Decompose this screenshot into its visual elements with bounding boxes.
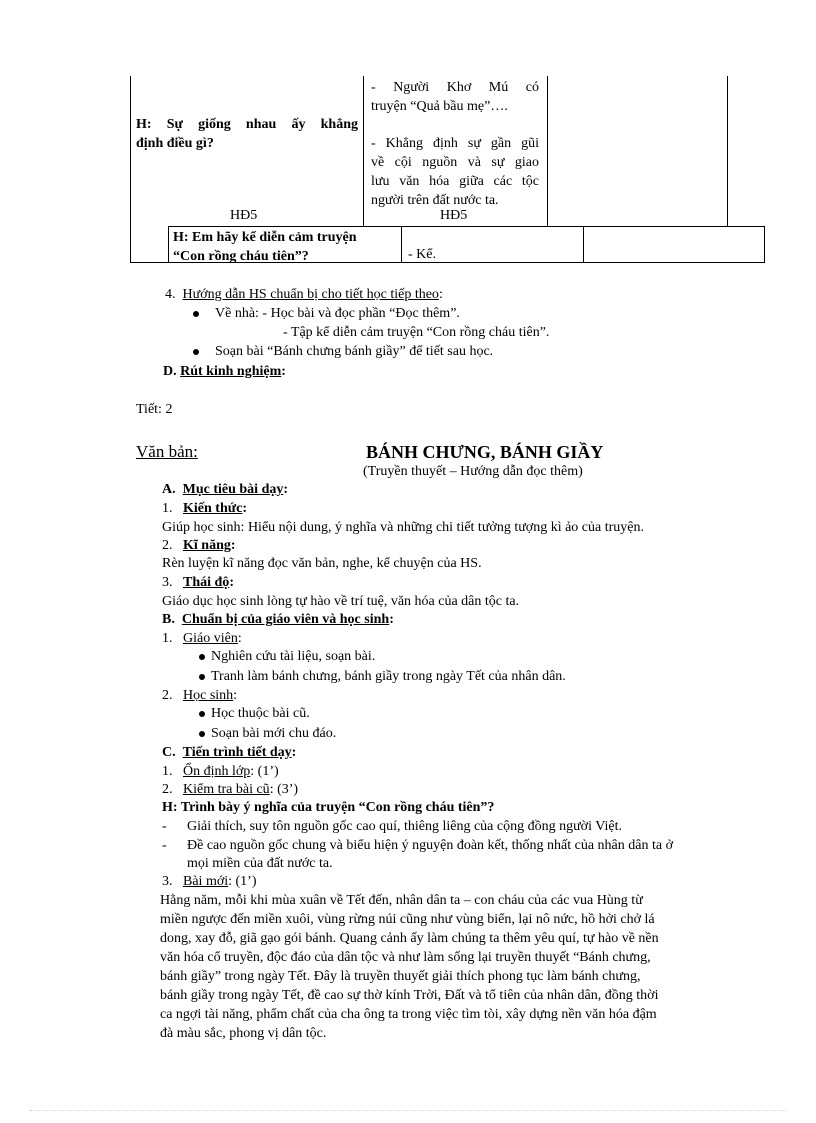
table-answer-2: - Kể. (408, 247, 436, 262)
guide-item-1: Về nhà: - Học bài và đọc phần “Đọc thêm”. (215, 306, 460, 321)
student-item: Học thuộc bài cũ. (211, 706, 310, 721)
review-answer-2: Đề cao nguồn gốc chung và biểu hiện ý nguyện đoàn kết, thống nhất của nhân dân ta ở (187, 838, 673, 853)
section-a-heading: A. Mục tiêu bài dạy: (162, 482, 289, 497)
section-c-item-3: 3. Bài mới: (1’) (162, 874, 257, 889)
section-c-item-1: 1. Ổn định lớp: (1’) (162, 764, 279, 779)
bullet-icon (199, 674, 205, 680)
answer-dash: - (162, 838, 167, 853)
answer-dash: - (162, 819, 167, 834)
section-b-heading: B. Chuẩn bị của giáo viên và học sinh: (162, 612, 394, 627)
guide-heading: 4. Hướng dẫn HS chuẩn bị cho tiết học tiếp theo: (165, 287, 443, 302)
table-question-2: H: Em hãy kể diễn cảm truyện “Con rồng cháu tiên”? (173, 230, 357, 264)
hd-label-left: HĐ5 (230, 208, 258, 223)
review-answer-1: Giải thích, suy tôn nguồn gốc cao quí, thiêng liêng của cộng đồng người Việt. (187, 819, 622, 834)
van-ban-label: Văn bản: (136, 442, 198, 461)
bullet-icon (193, 349, 199, 355)
student-heading: 2. Học sinh: (162, 688, 238, 703)
review-answer-2-cont: mọi miền của đất nước ta. (187, 856, 333, 871)
hd-label-mid: HĐ5 (440, 208, 468, 223)
section-a-item-3-heading: 3. Thái độ: (162, 575, 234, 590)
guide-item-2: Soạn bài “Bánh chưng bánh giầy” để tiết sau học. (215, 344, 494, 359)
bullet-icon (193, 311, 199, 317)
review-question: H: Trình bày ý nghĩa của truyện “Con rồng cháu tiên”? (162, 800, 495, 815)
table-answer-1b: - Khẳng định sự gần gũi về cội nguồn và sự giao lưu văn hóa giữa các tộc người trên đất nước ta. (371, 136, 539, 208)
bullet-icon (199, 711, 205, 717)
section-a-item-2-heading: 2. Kĩ năng: (162, 538, 236, 553)
section-c-item-2: 2. Kiểm tra bài cũ: (3’) (162, 782, 299, 797)
teacher-heading: 1. Giáo viên: (162, 631, 242, 646)
section-a-item-3-text: Giáo dục học sinh lòng tự hào về trí tuệ, văn hóa của dân tộc ta. (162, 594, 520, 609)
table-answer-1a: - Người Khơ Mú có truyện “Quả bầu mẹ”…. (371, 80, 539, 114)
intro-paragraph: Hằng năm, mỗi khi mùa xuân về Tết đến, nhân dân ta – con cháu của các vua Hùng từ miền ngược đến miền xuôi, vùng rừng núi cũng như vùng biển, lại nô nức, hồ hởi chở lá dong, xay đỗ, giã gạo gói bánh. Quang cảnh ấy làm chúng ta thêm yêu quí, tự hào về nền văn hóa cổ truyền, độc đáo của dân tộc và như làm sống lại truyền thuyết “Bánh chưng, bánh giầy” trong ngày Tết. Đây là truyền thuyết giải thích phong tục làm bánh chưng, bánh giầy trong ngày Tết, đề cao sự thờ kính Trời, Đất và tổ tiên của nhân dân, đồng thời ca ngợi tài năng, phẩm chất của cha ông ta trong việc tìm tòi, xây dựng nền văn hóa đậm đà màu sắc, phong vị dân tộc. (160, 893, 659, 1041)
guide-item-1-cont: - Tập kể diễn cảm truyện “Con rồng cháu tiên”. (283, 325, 550, 340)
lesson-title: BÁNH CHƯNG, BÁNH GIẦY (366, 442, 604, 462)
student-item: Soạn bài mới chu đáo. (211, 726, 337, 741)
section-a-item-1-text: Giúp học sinh: Hiểu nội dung, ý nghĩa và những chi tiết tưởng tượng kì ảo của truyện. (162, 520, 644, 535)
teacher-item: Tranh làm bánh chưng, bánh giầy trong ngày Tết của nhân dân. (211, 669, 566, 684)
table-question-1: H: Sự giống nhau ấy khẳng định điều gì? (136, 117, 358, 151)
teacher-item: Nghiên cứu tài liệu, soạn bài. (211, 649, 376, 664)
section-a-item-1-heading: 1. Kiến thức: (162, 501, 248, 516)
bullet-icon (199, 731, 205, 737)
lesson-number: Tiết: 2 (136, 402, 173, 417)
bullet-icon (199, 654, 205, 660)
section-a-item-2-text: Rèn luyện kĩ năng đọc văn bản, nghe, kể chuyện của HS. (162, 556, 482, 571)
lesson-subtitle: (Truyền thuyết – Hướng dẫn đọc thêm) (363, 464, 583, 479)
section-c-heading: C. Tiến trình tiết dạy: (162, 745, 297, 760)
section-d-heading: D. Rút kinh nghiệm: (163, 364, 286, 379)
page-footer-divider (30, 1110, 786, 1111)
